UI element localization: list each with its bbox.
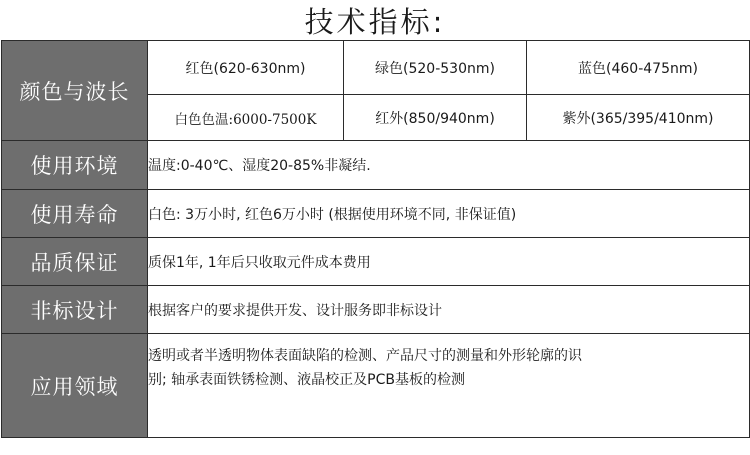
table-row <box>2 238 750 286</box>
spec-cell-green: 绿色(520-530nm) <box>344 41 527 95</box>
row-label-color-wavelength: 颜色与波长 <box>2 41 148 141</box>
row-label-warranty: 品质保证 <box>2 238 148 286</box>
table-row <box>2 334 750 438</box>
table-row <box>2 286 750 334</box>
table-row <box>2 41 750 95</box>
row-label-lifespan: 使用寿命 <box>2 190 148 238</box>
application-line-1: 透明或者半透明物体表面缺陷的检测、产品尺寸的测量和外形轮廓的识 <box>148 348 582 364</box>
row-label-environment: 使用环境 <box>2 141 148 190</box>
spec-cell-white: 白色色温:6000-7500K <box>148 95 344 141</box>
spec-value-warranty: 质保1年, 1年后只收取元件成本费用 <box>148 238 750 286</box>
table-row <box>2 141 750 190</box>
spec-value-application <box>148 334 750 438</box>
spec-table <box>1 40 750 438</box>
spec-cell-blue: 蓝色(460-475nm) <box>527 41 750 95</box>
spec-cell-infrared: 红外(850/940nm) <box>344 95 527 141</box>
spec-value-environment: 温度:0-40℃、湿度20-85%非凝结. <box>148 141 750 190</box>
table-row <box>2 190 750 238</box>
page-title: 技术指标: <box>304 5 446 39</box>
spec-cell-red: 红色(620-630nm) <box>148 41 344 95</box>
row-label-application: 应用领域 <box>2 334 148 438</box>
row-label-custom-design: 非标设计 <box>2 286 148 334</box>
spec-value-custom-design: 根据客户的要求提供开发、设计服务即非标设计 <box>148 286 750 334</box>
spec-value-lifespan: 白色: 3万小时, 红色6万小时 (根据使用环境不同, 非保证值) <box>148 190 750 238</box>
spec-cell-ultraviolet: 紫外(365/395/410nm) <box>527 95 750 141</box>
application-line-2: 别; 轴承表面铁锈检测、液晶校正及PCB基板的检测 <box>148 372 465 388</box>
